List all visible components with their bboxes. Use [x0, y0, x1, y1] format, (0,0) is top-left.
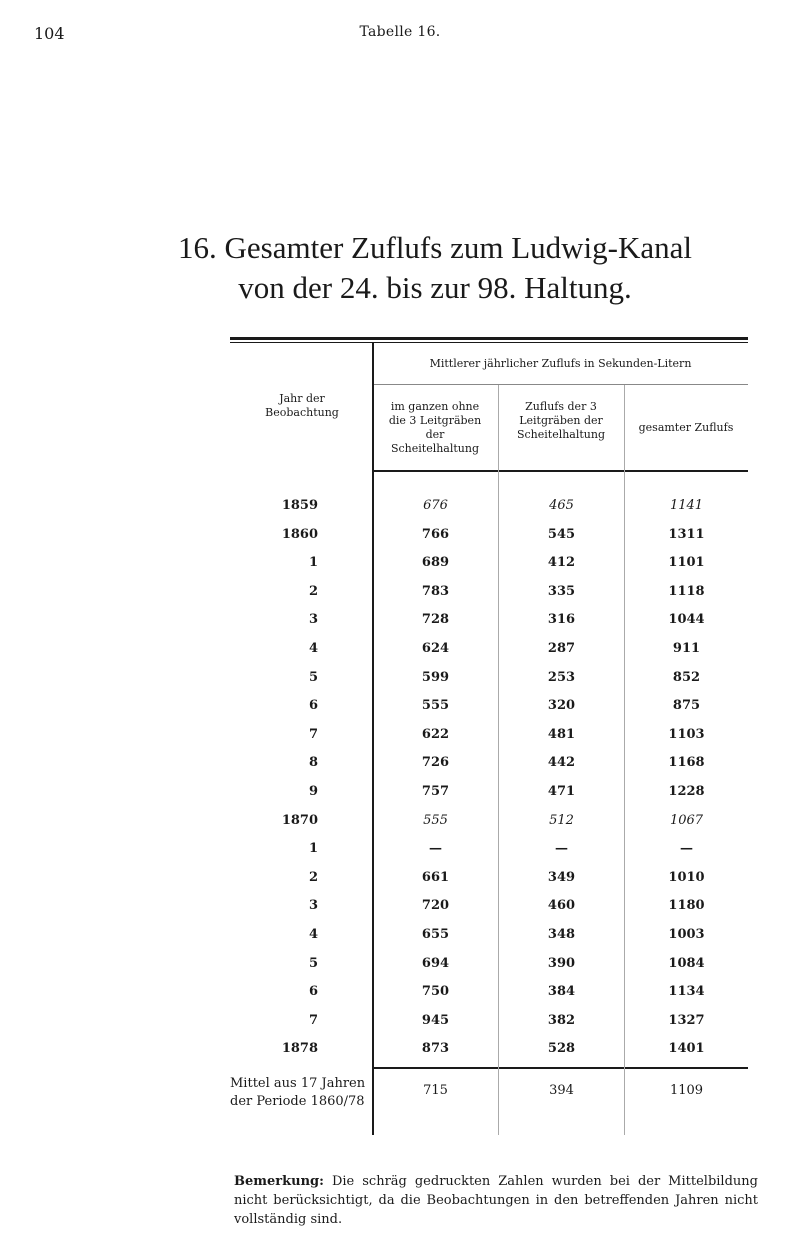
value-cell-b: 545	[547, 527, 576, 542]
value-cell-a: 689	[421, 555, 450, 570]
value-cell-b: 512	[549, 813, 574, 828]
mean-value-a: 715	[423, 1083, 448, 1098]
value-cell-b: —	[555, 841, 568, 856]
value-cell-a: 766	[421, 527, 450, 542]
year-cell: 3	[308, 612, 318, 627]
year-cell: 2	[308, 584, 318, 599]
value-cell-c: 1010	[668, 870, 705, 885]
value-cell-c: 1084	[668, 956, 705, 971]
year-cell: 1	[308, 841, 318, 856]
value-cell-c: 1118	[668, 584, 705, 599]
value-cell-c: 1311	[668, 527, 705, 542]
year-column-header: Jahr der Beobachtung	[265, 392, 339, 419]
value-cell-c: 1134	[668, 984, 705, 999]
year-cell: 4	[308, 641, 318, 656]
table-title	[0, 228, 800, 308]
col2-header: Zuflufs der 3 Leitgräben der Scheitelhaltung	[516, 400, 606, 441]
title-line-2: von der 24. bis zur 98. Haltung.	[238, 270, 632, 305]
value-cell-b: 335	[547, 584, 576, 599]
value-cell-b: 316	[547, 612, 576, 627]
value-cell-c: 1003	[668, 927, 705, 942]
value-cell-c: 1101	[668, 555, 705, 570]
value-cell-c: —	[680, 841, 693, 856]
year-cell: 8	[308, 755, 318, 770]
value-cell-b: 382	[547, 1013, 576, 1028]
value-cell-b: 287	[547, 641, 576, 656]
value-cell-b: 320	[547, 698, 576, 713]
value-cell-c: 1044	[668, 612, 705, 627]
value-cell-a: 873	[421, 1041, 450, 1056]
col1-header: im ganzen ohne die 3 Leitgräben der Scheitelhaltung	[388, 400, 482, 455]
value-cell-a: 720	[421, 898, 450, 913]
value-cell-a: 728	[421, 612, 450, 627]
remark-text: Die schräg gedruckten Zahlen wurden bei der Mittelbildung nicht berücksichtigt, da die Beobachtungen in den betreffenden Jahren nicht vollständig sind.	[234, 1174, 758, 1227]
mean-separator-rule	[373, 1067, 748, 1069]
value-cell-c: 852	[672, 670, 701, 685]
value-cell-a: 750	[421, 984, 450, 999]
running-head: Tabelle 16.	[359, 24, 441, 40]
value-cell-a: 555	[421, 698, 450, 713]
year-cell: 3	[308, 898, 318, 913]
year-cell: 5	[308, 670, 318, 685]
value-cell-a: 757	[421, 784, 450, 799]
value-cell-a: —	[429, 841, 442, 856]
value-cell-c: 1168	[668, 755, 705, 770]
value-cell-a: 945	[421, 1013, 450, 1028]
mean-label	[230, 1075, 368, 1111]
value-cell-c: 875	[672, 698, 701, 713]
value-cell-c: 1228	[668, 784, 705, 799]
value-cell-a: 694	[421, 956, 450, 971]
title-line-1: Gesamter Zuflufs zum Ludwig-Kanal	[224, 230, 692, 265]
value-cell-b: 442	[547, 755, 576, 770]
value-cell-c: 1103	[668, 727, 705, 742]
value-cell-b: 471	[547, 784, 576, 799]
year-cell: 1860	[281, 527, 318, 542]
table-number: 16.	[178, 230, 217, 265]
value-cell-c: 1401	[668, 1041, 705, 1056]
table-top-rule-thin	[230, 342, 748, 343]
value-cell-a: 661	[421, 870, 450, 885]
remark	[234, 1172, 758, 1229]
mean-label-line-2: der Periode 1860/78	[230, 1094, 365, 1109]
mean-value-c: 1109	[669, 1083, 704, 1098]
value-cell-b: 460	[547, 898, 576, 913]
value-cell-a: 622	[421, 727, 450, 742]
value-cell-a: 599	[421, 670, 450, 685]
year-cell: 1870	[281, 813, 318, 828]
page-number: 104	[34, 24, 65, 43]
value-cell-a: 676	[423, 498, 448, 513]
year-cell: 5	[308, 956, 318, 971]
year-cell: 1859	[281, 498, 318, 513]
mean-label-line-1: Mittel aus 17 Jahren	[230, 1076, 366, 1091]
value-cell-c: 911	[672, 641, 701, 656]
value-cell-a: 726	[421, 755, 450, 770]
group-header: Mittlerer jährlicher Zuflufs in Sekunden-Litern	[429, 357, 692, 370]
header-bottom-rule	[373, 470, 748, 472]
value-cell-c: 1067	[669, 813, 704, 828]
value-cell-c: 1141	[669, 498, 704, 513]
mean-value-b: 394	[549, 1083, 574, 1098]
value-cell-b: 465	[549, 498, 574, 513]
value-cell-b: 528	[547, 1041, 576, 1056]
value-cell-c: 1180	[668, 898, 705, 913]
value-cell-c: 1327	[668, 1013, 705, 1028]
year-cell: 2	[308, 870, 318, 885]
year-cell: 9	[308, 784, 318, 799]
value-cell-a: 624	[421, 641, 450, 656]
value-cell-a: 555	[423, 813, 448, 828]
year-cell: 6	[308, 984, 318, 999]
value-cell-b: 348	[547, 927, 576, 942]
col3-header: gesamter Zuflufs	[638, 421, 734, 434]
value-cell-b: 412	[547, 555, 576, 570]
year-cell: 4	[308, 927, 318, 942]
value-cell-b: 481	[547, 727, 576, 742]
year-cell: 6	[308, 698, 318, 713]
value-cell-b: 349	[547, 870, 576, 885]
year-cell: 1	[308, 555, 318, 570]
value-cell-a: 783	[421, 584, 450, 599]
value-cell-b: 384	[547, 984, 576, 999]
value-cell-a: 655	[421, 927, 450, 942]
value-cell-b: 390	[547, 956, 576, 971]
group-header-rule	[373, 384, 748, 385]
value-cell-b: 253	[547, 670, 576, 685]
year-cell: 7	[308, 727, 318, 742]
table-top-rule	[230, 337, 748, 340]
year-cell: 7	[308, 1013, 318, 1028]
remark-label: Bemerkung:	[234, 1174, 324, 1189]
year-cell: 1878	[281, 1041, 318, 1056]
